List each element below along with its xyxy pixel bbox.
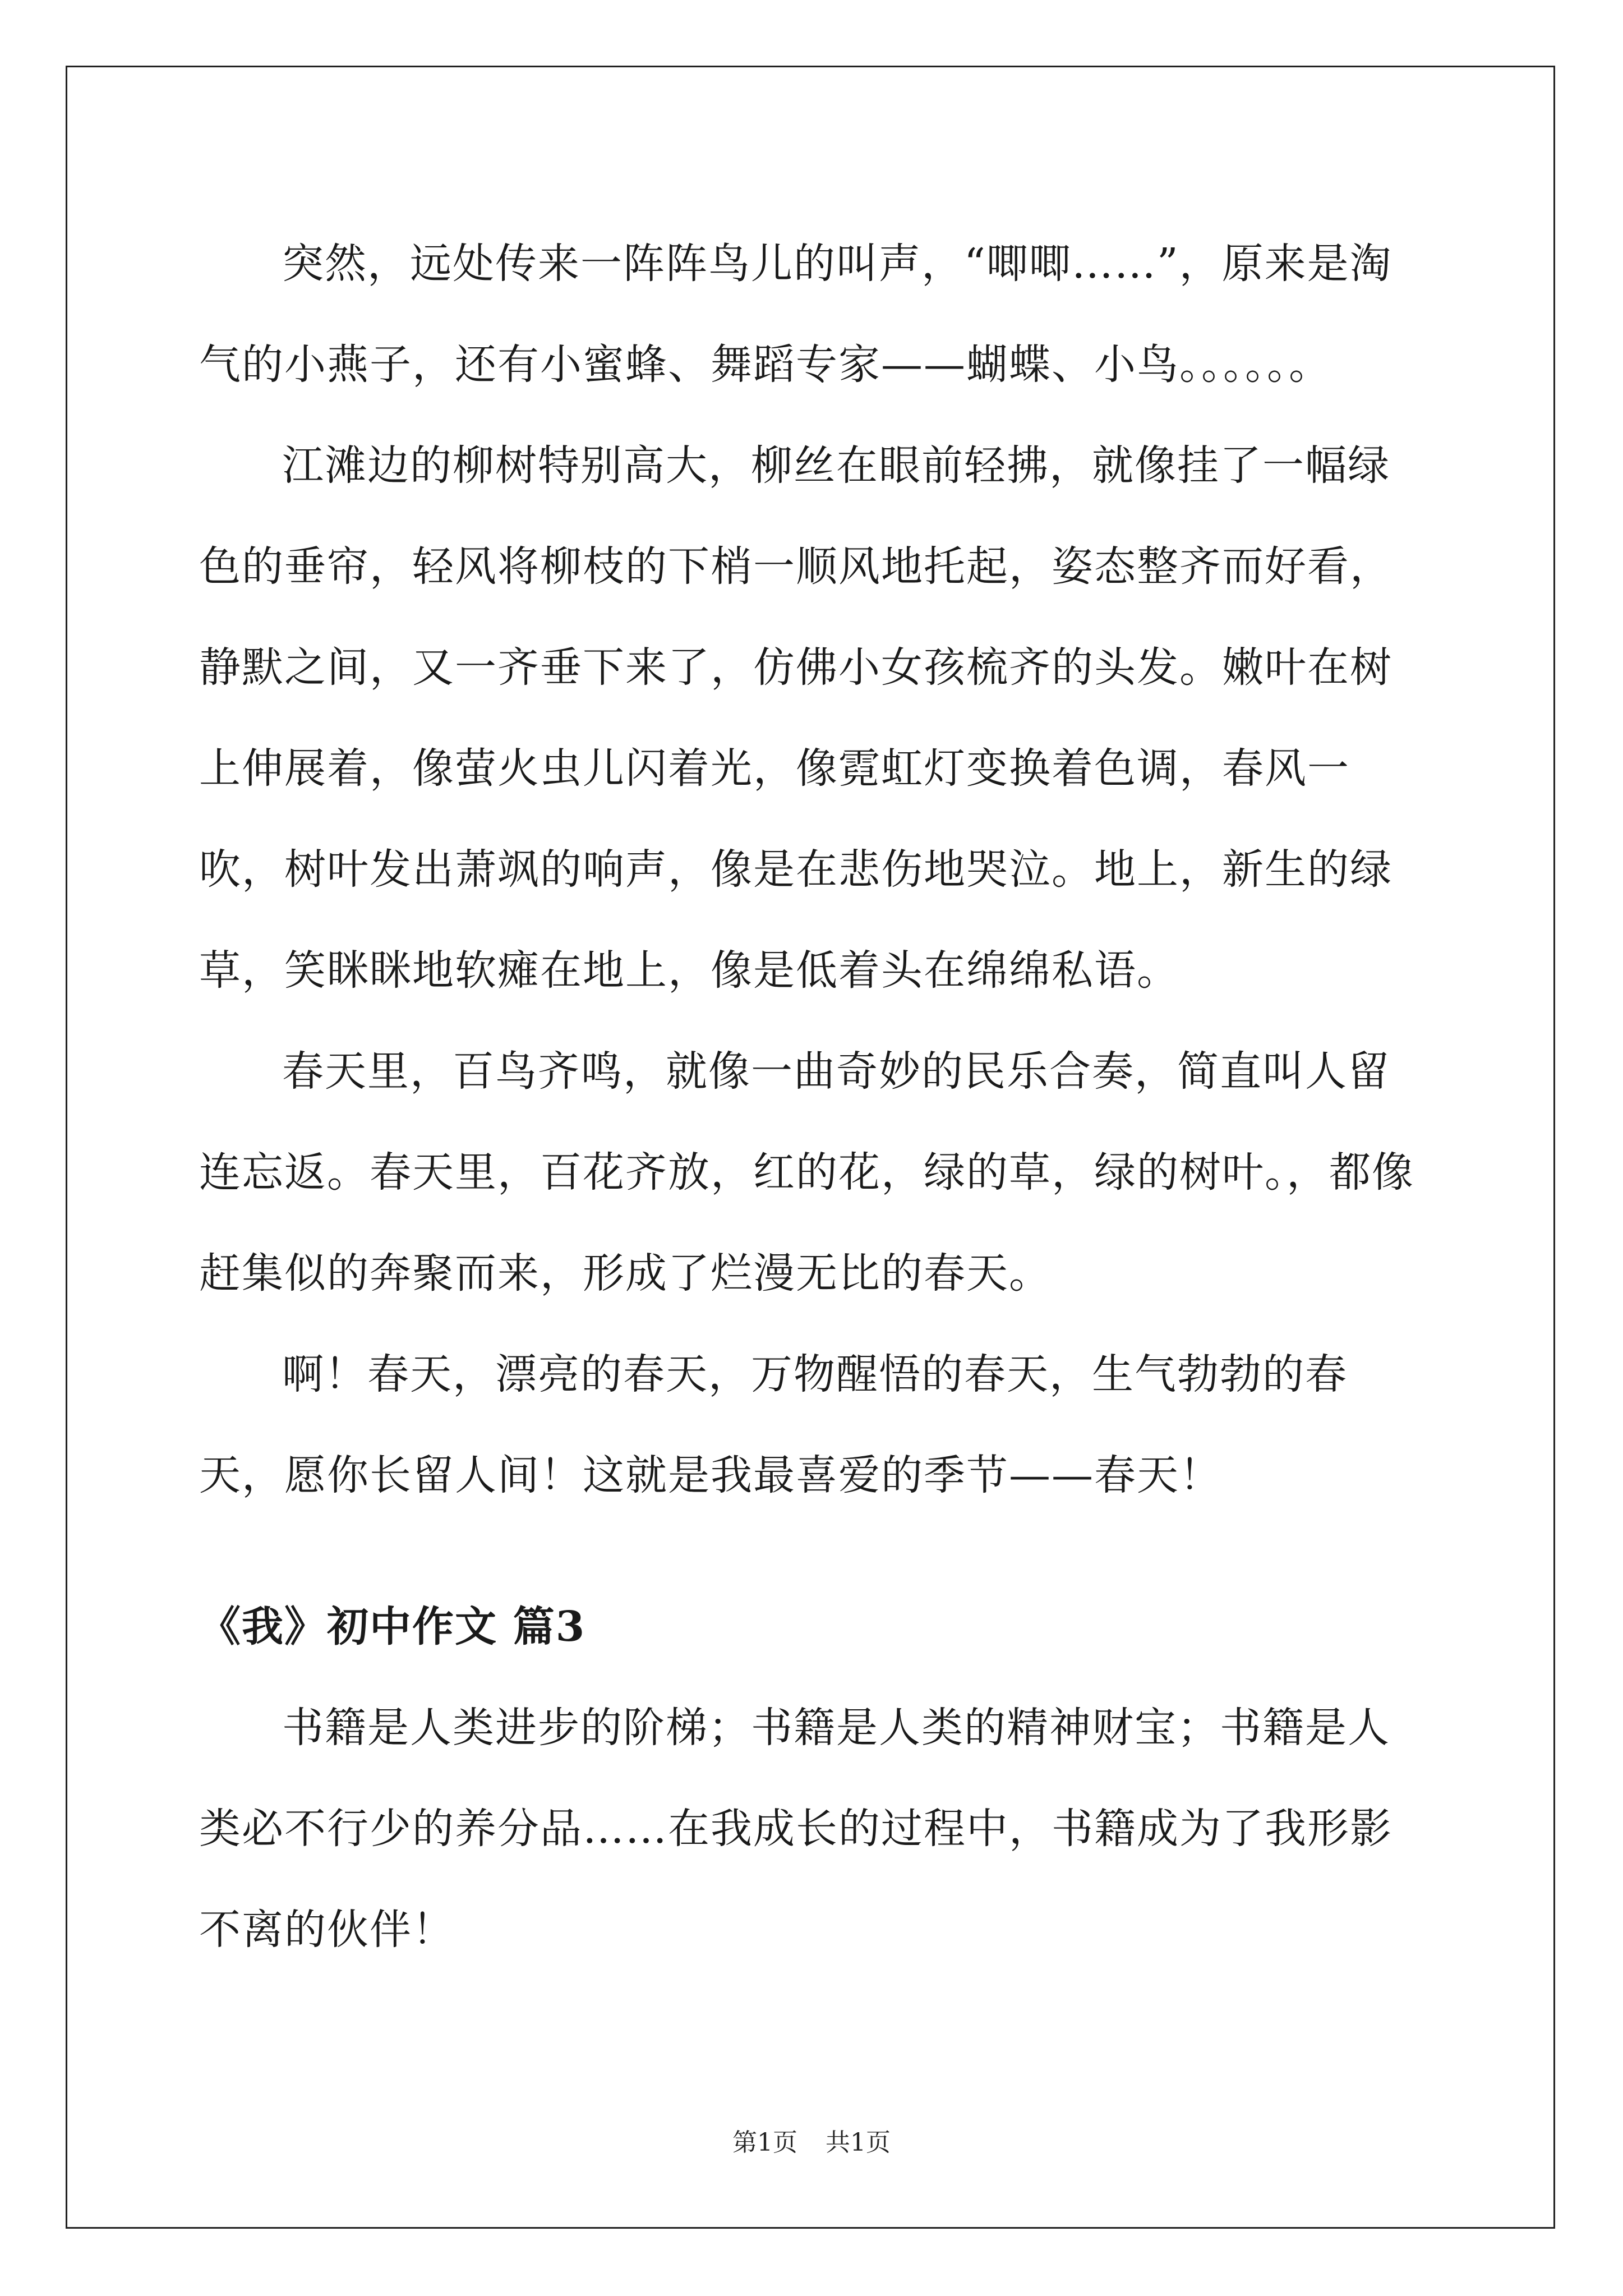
document-body: [199, 213, 1427, 1980]
paragraph: 啊！春天，漂亮的春天，万物醒悟的春天，生气勃勃的春天，愿你长留人间！这就是我最喜爱的季节——春天！: [199, 1350, 1348, 1499]
page-number-current: 第1页: [732, 2128, 797, 2157]
paragraph: 春天里，百鸟齐鸣，就像一曲奇妙的民乐合奏，简直叫人留连忘返。春天里，百花齐放，红的花，绿的草，绿的树叶。，都像赶集似的奔聚而来，形成了烂漫无比的春天。: [199, 1047, 1414, 1297]
page-footer: [0, 2126, 1623, 2160]
section-heading: 《我》初中作文 篇3: [199, 1603, 586, 1651]
paragraph: 江滩边的柳树特别高大，柳丝在眼前轻拂，就像挂了一幅绿色的垂帘，轻风将柳枝的下梢一顺风地托起，姿态整齐而好看，静默之间，又一齐垂下来了，仿佛小女孩梳齐的头发。嫩叶在树上伸展着，像萤火虫儿闪着光，像霓虹灯变换着色调，春风一吹，树叶发出萧飒的响声，像是在悲伤地哭泣。地上，新生的绿草，笑眯眯地软瘫在地上，像是低着头在绵绵私语。: [199, 441, 1393, 995]
page-number-total: 共1页: [826, 2128, 891, 2157]
paragraph: 突然，远处传来一阵阵鸟儿的叫声，“唧唧……”，原来是淘气的小燕子，还有小蜜蜂、舞蹈专家——蝴蝶、小鸟。。。。。。: [199, 240, 1393, 389]
paragraph: 书籍是人类进步的阶梯；书籍是人类的精神财宝；书籍是人类必不行少的养分品……在我成长的过程中，书籍成为了我形影不离的伙伴！: [199, 1704, 1393, 1954]
